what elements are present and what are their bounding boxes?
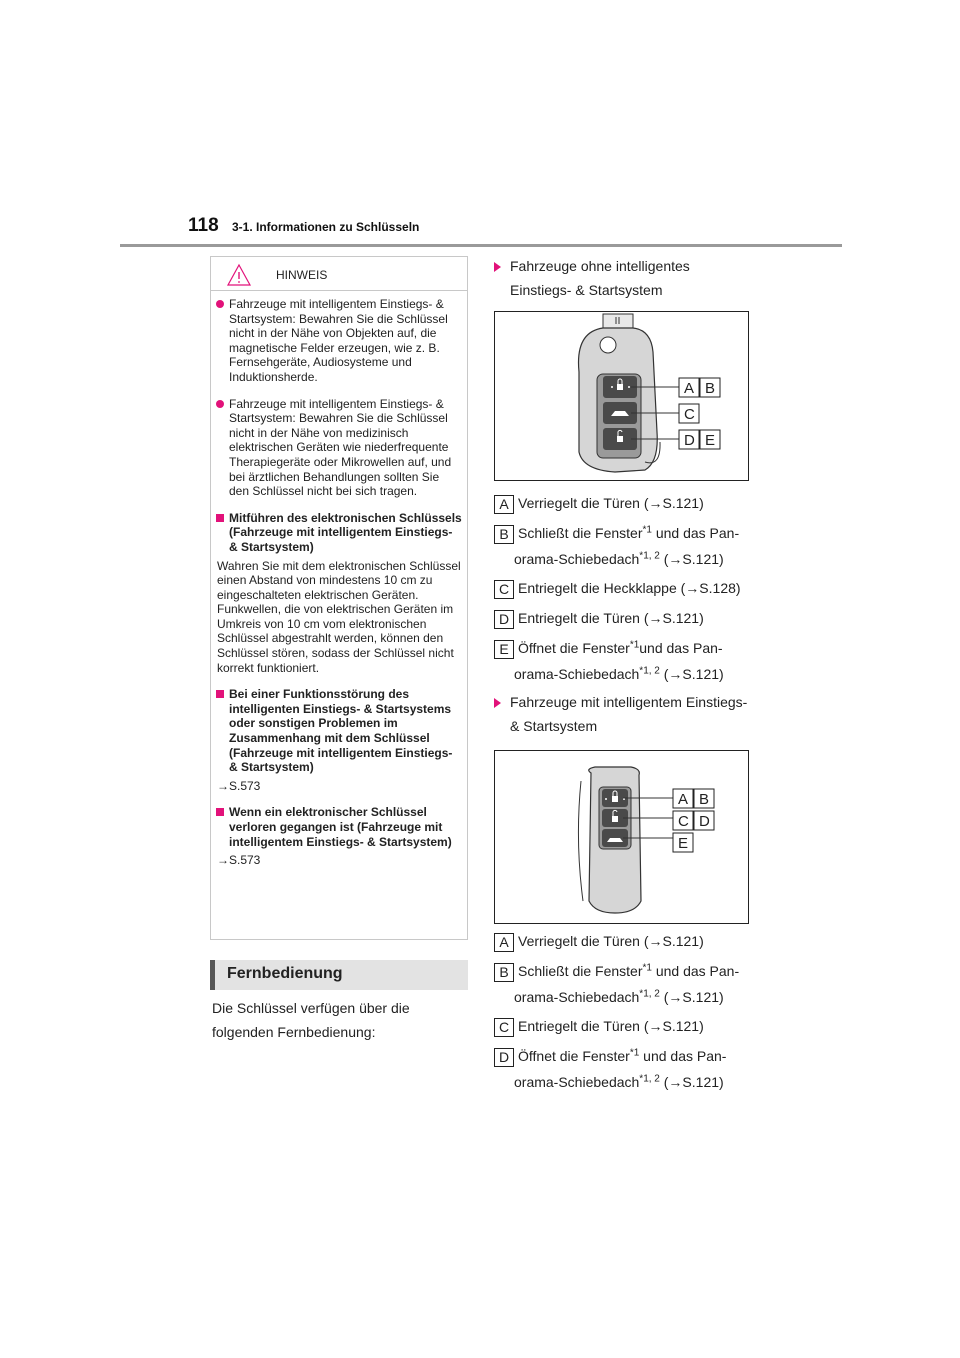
entry-b1: B Schließt die Fenster$^{*1}$ und das Pan- orama-Schiebedach$^{*1, 2}$ (→S.121) [494, 520, 758, 572]
flip-key-illustration [495, 312, 750, 482]
figure-label: B [699, 791, 710, 808]
page-reference: →S.573 [217, 853, 261, 868]
figure-label: A [684, 380, 695, 397]
smart-key-illustration [495, 751, 750, 925]
notice-header [224, 263, 464, 287]
notice-title: HINWEIS [276, 268, 328, 282]
entry-d2: D Öffnet die Fenster$^{*1}$ und das Pan- orama-Schiebedach$^{*1, 2}$ (→S.121) [494, 1043, 758, 1095]
entry-b2: B Schließt die Fenster$^{*1}$ und das Pan- orama-Schiebedach$^{*1, 2}$ (→S.121) [494, 958, 758, 1010]
section-intro: Die Schlüssel verfügen über die folgenden Fernbedienung: [212, 1000, 410, 1040]
section-heading: Fernbedienung [210, 960, 468, 990]
figure-label: B [705, 380, 716, 397]
page-number: 118 [188, 215, 219, 236]
figure-label: C [678, 813, 689, 830]
letter-badge: D [494, 610, 514, 629]
letter-badge: D [494, 1048, 514, 1067]
letter-badge: C [494, 580, 514, 599]
circle-bullet-icon [216, 300, 224, 308]
key-figure-2 [494, 750, 749, 924]
page-reference: →S.573 [217, 778, 261, 793]
chapter-title: 3-1. Informationen zu Schlüsseln [232, 220, 420, 234]
notice-subheading: Mitführen des elektronischen Schlüssels (Fahrzeuge mit intelligentem Einstiegs- & Startsystem) [217, 511, 462, 555]
letter-badge: E [494, 640, 514, 659]
notice-subheading: Wenn ein elektronischer Schlüssel verloren gegangen ist (Fahrzeuge mit intelligentem Einstiegs- & Startsystem) [217, 805, 462, 849]
entry-c1: C Entriegelt die Heckklappe (→S.128) [494, 575, 758, 601]
figure-label: C [684, 406, 695, 423]
square-bullet-icon [216, 514, 224, 522]
figure-label: E [705, 432, 716, 449]
letter-badge: A [494, 495, 514, 514]
letter-badge: B [494, 525, 514, 544]
letter-badge: B [494, 963, 514, 982]
group2-heading: Fahrzeuge mit intelligentem Einstiegs- & Startsystem [494, 690, 754, 738]
entry-d1: D Entriegelt die Türen (→S.121) [494, 605, 758, 631]
notice-box [210, 256, 468, 940]
entry-e1: E Öffnet die Fenster$^{*1}$und das Pan- orama-Schiebedach$^{*1, 2}$ (→S.121) [494, 635, 758, 687]
figure-label: A [678, 791, 689, 808]
entry-a1: A Verriegelt die Türen (→S.121) [494, 490, 758, 516]
notice-body [217, 297, 462, 880]
figure-label: D [699, 813, 710, 830]
notice-divider [211, 290, 467, 291]
triangle-bullet-icon [494, 262, 501, 272]
circle-bullet-icon [216, 400, 224, 408]
letter-badge: A [494, 933, 514, 952]
entry-c2: C Entriegelt die Türen (→S.121) [494, 1013, 758, 1039]
key-figure-1 [494, 311, 749, 481]
entry-a2: A Verriegelt die Türen (→S.121) [494, 928, 758, 954]
notice-subheading: Bei einer Funktionsstörung des intelligenten Einstiegs- & Startsystems oder sonstigen Problemen im Zusammenhang mit dem Schlüssel (Fahrzeuge mit intelligentem Einstiegs- & Startsystem) [217, 687, 462, 775]
letter-badge: C [494, 1018, 514, 1037]
figure-label: D [684, 432, 695, 449]
notice-paragraph: Wahren Sie mit dem elektronischen Schlüssel einen Abstand von mindestens 10 cm zu eingeschalteten elektrischen Geräten. Funkwellen, die von elektrischen Geräten im Umkreis von 10 cm vom elektronischen Schlüssel abgestrahlt werden, können den Schlüssel stören, sodass der Schlüssel nicht korrekt funktioniert. [217, 558, 461, 675]
figure-label: E [678, 835, 689, 852]
group1-heading: Fahrzeuge ohne intelligentes Einstiegs- & Startsystem [494, 254, 754, 302]
square-bullet-icon [216, 690, 224, 698]
notice-item: Fahrzeuge mit intelligentem Einstiegs- & Startsystem: Bewahren Sie die Schlüssel nicht in der Nähe von medizinisch elektrischen Geräten wie niederfrequente Therapiegeräte oder Mikrowellen auf, und bei ärztlichen Behandlungen sollten Sie den Schlüssel nicht bei sich tragen. [217, 397, 462, 499]
warning-icon [226, 263, 252, 287]
triangle-bullet-icon [494, 698, 501, 708]
square-bullet-icon [216, 808, 224, 816]
header-rule [120, 244, 842, 247]
notice-item: Fahrzeuge mit intelligentem Einstiegs- & Startsystem: Bewahren Sie die Schlüssel nicht in der Nähe von Objekten auf, die magnetische Felder erzeugen, wie z. B. Fernsehgeräte, Audiosysteme und Induktionsherde. [217, 297, 462, 385]
